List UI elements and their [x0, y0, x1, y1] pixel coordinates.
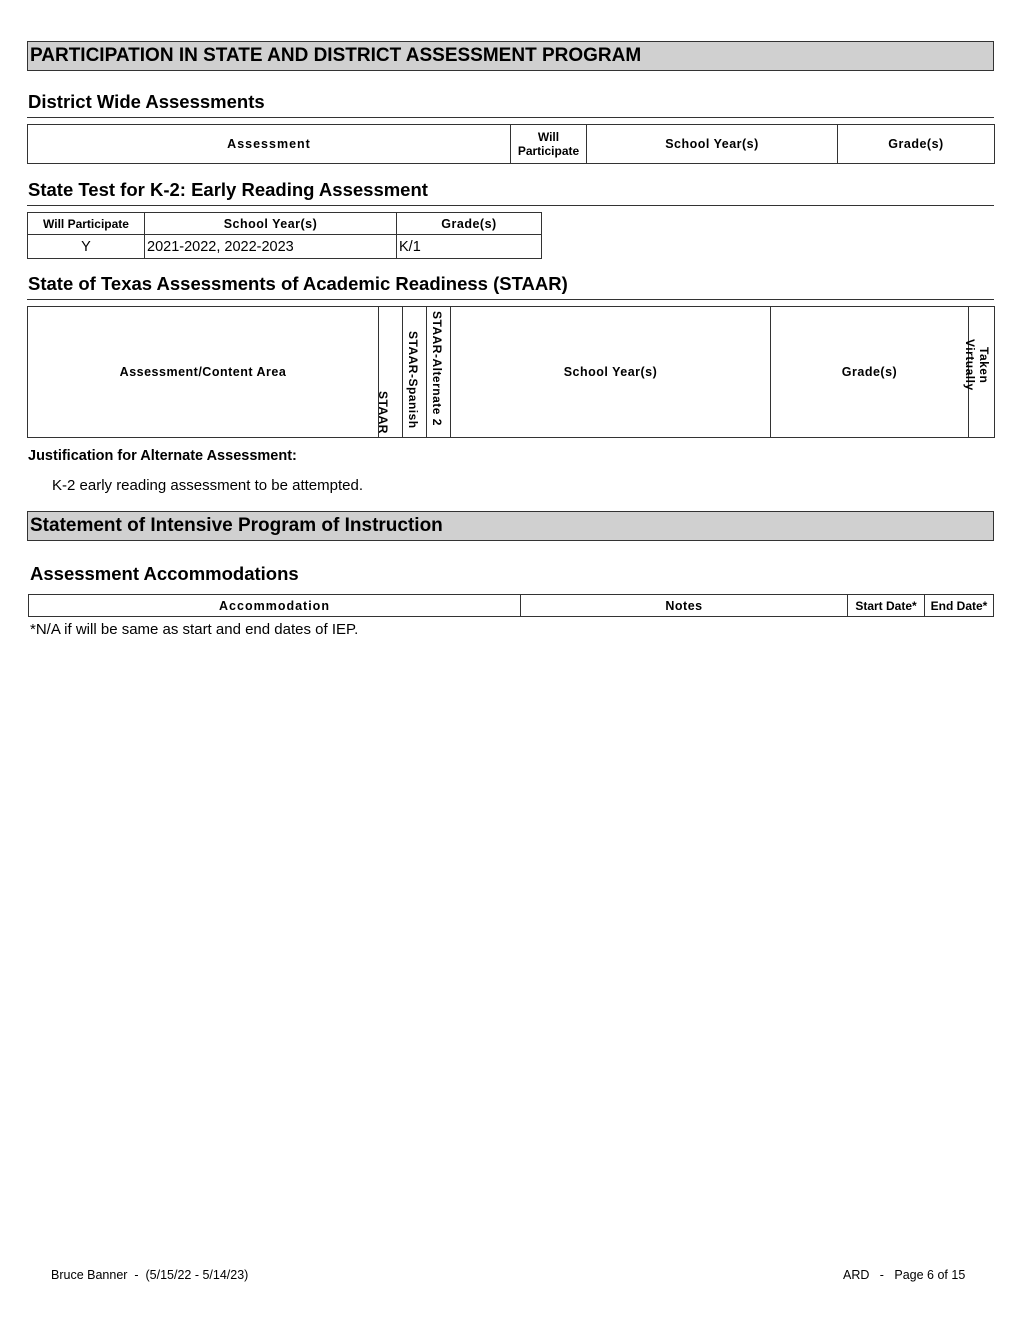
staar-col-taken-virtually-label: Taken Virtually	[963, 339, 991, 391]
col-will-participate: Will Participate	[511, 125, 587, 164]
staar-col-spanish	[403, 307, 427, 438]
justification-label: Justification for Alternate Assessment:	[28, 448, 297, 464]
staar-col-content-area: Assessment/Content Area	[28, 307, 379, 438]
staar-rule	[27, 299, 994, 300]
k2-table	[27, 212, 542, 259]
k2-grades-value: K/1	[397, 235, 542, 259]
acc-col-start-date: Start Date*	[848, 595, 925, 617]
staar-col-grades: Grade(s)	[771, 307, 969, 438]
footer-student: Bruce Banner - (5/15/22 - 5/14/23)	[51, 1268, 249, 1282]
k2-rule	[27, 205, 994, 206]
intensive-program-banner: Statement of Intensive Program of Instruction	[27, 511, 994, 541]
acc-col-notes: Notes	[521, 595, 848, 617]
staar-table	[27, 306, 995, 438]
staar-col-alternate	[427, 307, 451, 438]
section-banner: PARTICIPATION IN STATE AND DISTRICT ASSESSMENT PROGRAM	[27, 41, 994, 71]
acc-col-end-date: End Date*	[925, 595, 994, 617]
k2-heading: State Test for K-2: Early Reading Assessment	[28, 179, 428, 200]
col-assessment: Assessment	[28, 125, 511, 164]
justification-text: K-2 early reading assessment to be attempted.	[52, 477, 364, 494]
staar-col-alternate-label: STAAR-Alternate 2	[430, 311, 444, 426]
footer-page-number: ARD - Page 6 of 15	[843, 1268, 966, 1282]
col-school-years: School Year(s)	[587, 125, 838, 164]
staar-col-school-years: School Year(s)	[451, 307, 771, 438]
col-grades: Grade(s)	[838, 125, 995, 164]
k2-col-will-participate: Will Participate	[28, 213, 145, 235]
staar-col-taken-virtually	[963, 307, 995, 438]
k2-col-school-years: School Year(s)	[145, 213, 397, 235]
k2-col-grades: Grade(s)	[397, 213, 542, 235]
district-heading: District Wide Assessments	[28, 91, 265, 112]
k2-school-years-value: 2021-2022, 2022-2023	[145, 235, 397, 259]
district-rule	[27, 117, 994, 118]
accommodations-heading: Assessment Accommodations	[30, 563, 299, 584]
acc-col-accommodation: Accommodation	[29, 595, 521, 617]
staar-col-staar	[376, 307, 403, 438]
accommodations-table	[28, 594, 994, 617]
staar-col-staar-label: STAAR	[376, 391, 390, 434]
accommodations-footnote: *N/A if will be same as start and end dates of IEP.	[30, 621, 359, 638]
staar-col-spanish-label: STAAR-Spanish	[406, 331, 420, 429]
k2-will-participate-value: Y	[28, 235, 145, 259]
staar-heading: State of Texas Assessments of Academic Readiness (STAAR)	[28, 273, 568, 294]
district-table	[27, 124, 995, 164]
